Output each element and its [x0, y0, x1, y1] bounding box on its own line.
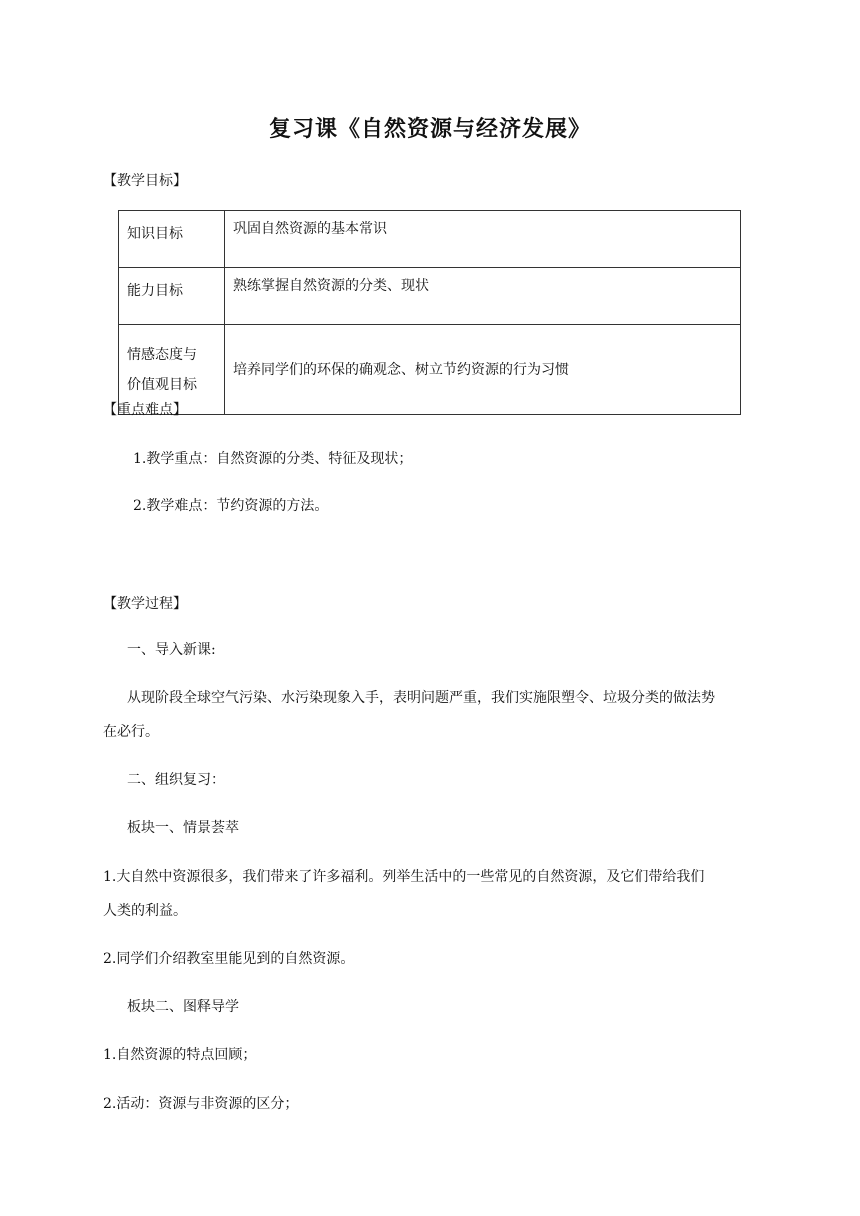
intro-text-line: 从现阶段全球空气污染、水污染现象入手，表明问题严重，我们实施限塑令、垃圾分类的做法势 — [127, 690, 715, 706]
intro-text-line: 在必行。 — [103, 724, 159, 740]
block2-item: 1.自然资源的特点回顾； — [103, 1047, 257, 1063]
document-title: 复习课《自然资源与经济发展》 — [268, 117, 591, 142]
goals-table — [118, 210, 741, 415]
table-row — [119, 325, 741, 415]
block2-heading: 板块二、图释导学 — [127, 999, 239, 1015]
goal-value: 熟练掌握自然资源的分类、现状 — [225, 268, 741, 325]
goal-label-line: 情感态度与 — [127, 346, 197, 363]
goals-heading: 【教学目标】 — [103, 173, 187, 189]
process-heading: 【教学过程】 — [103, 596, 187, 612]
table-row — [119, 211, 741, 268]
block1-heading: 板块一、情景荟萃 — [127, 820, 239, 836]
goal-label: 知识目标 — [119, 211, 225, 268]
goal-value: 巩固自然资源的基本常识 — [225, 211, 741, 268]
intro-heading: 一、导入新课: — [127, 642, 216, 658]
goal-label: 能力目标 — [119, 268, 225, 325]
goal-label-line: 价值观目标 — [127, 376, 197, 393]
key-point-item: 1.教学重点：自然资源的分类、特征及现状； — [133, 451, 413, 467]
block2-item: 2.活动：资源与非资源的区分； — [103, 1096, 299, 1112]
block1-item: 2.同学们介绍教室里能见到的自然资源。 — [103, 951, 355, 967]
block1-item-line: 1.大自然中资源很多，我们带来了许多福利。列举生活中的一些常见的自然资源，及它们带给我们 — [103, 869, 705, 885]
block1-item-line: 人类的利益。 — [103, 903, 187, 919]
key-point-item: 2.教学难点：节约资源的方法。 — [133, 498, 329, 514]
review-heading: 二、组织复习： — [127, 772, 225, 788]
table-row — [119, 268, 741, 325]
goal-value: 培养同学们的环保的确观念、树立节约资源的行为习惯 — [225, 325, 741, 415]
key-points-heading: 【重点难点】 — [103, 402, 187, 418]
